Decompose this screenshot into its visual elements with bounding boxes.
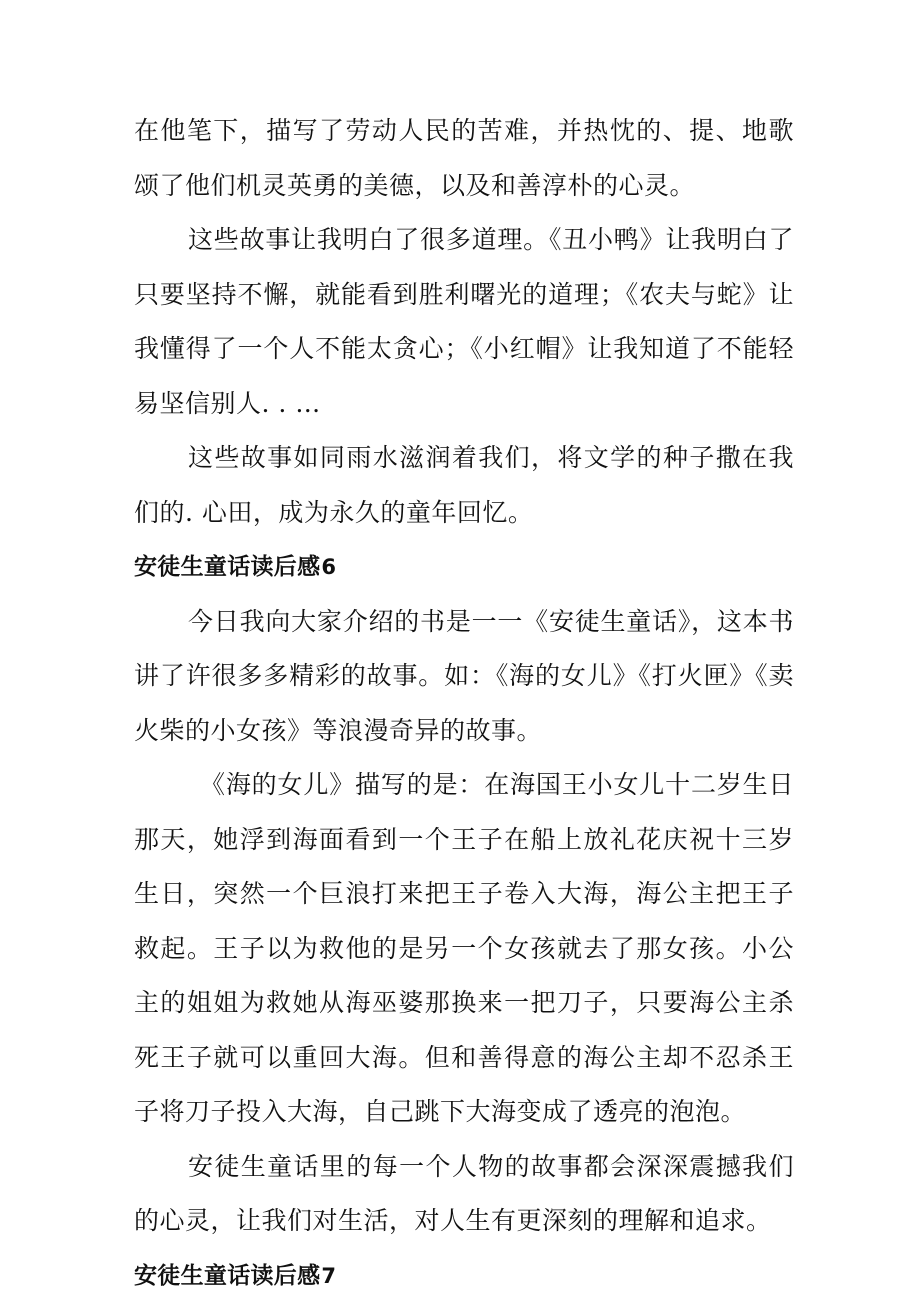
paragraph-little-mermaid: 《海的女儿》描写的是：在海国王小女儿十二岁生日那天，她浮到海面看到一个王子在船上放礼花庆祝十三岁生日，突然一个巨浪打来把王子卷入大海，海公主把王子救起。王子以为救他的是另一个女孩就去了那女孩。小公主的姐姐为救她从海巫婆那换来一把刀子，只要海公主杀死王子就可以重回大海。但和善得意的海公主却不忍杀王子将刀子投入大海，自己跳下大海变成了透亮的泡泡。 [134, 758, 794, 1140]
section-heading-6-number: 6 [321, 555, 336, 579]
section-heading-7 [134, 1249, 794, 1303]
section-heading-6 [134, 540, 794, 595]
section-heading-7-text: 安徒生童话读后感 [134, 1262, 320, 1289]
paragraph-introduction: 今日我向大家介绍的书是一一《安徒生童话》，这本书讲了许很多多精彩的故事。如：《海的女儿》《打火匣》《卖火柴的小女孩》等浪漫奇异的故事。 [134, 595, 794, 759]
paragraph-memories: 这些故事如同雨水滋润着我们，将文学的种子撒在我们的. 心田，成为永久的童年回忆。 [134, 431, 794, 540]
document-body [134, 104, 794, 1303]
section-heading-7-number: 7 [321, 1264, 336, 1288]
section-heading-6-text: 安徒生童话读后感 [134, 553, 320, 580]
paragraph-lessons: 这些故事让我明白了很多道理。《丑小鸭》让我明白了只要坚持不懈，就能看到胜利曙光的道理；《农夫与蛇》让我懂得了一个人不能太贪心；《小红帽》让我知道了不能轻易坚信别人. . … [134, 213, 794, 431]
paragraph-conclusion: 安徒生童话里的每一个人物的故事都会深深震撼我们的心灵，让我们对生活，对人生有更深刻的理解和追求。 [134, 1140, 794, 1249]
paragraph-continuation: 在他笔下，描写了劳动人民的苦难，并热忱的、提、地歌颂了他们机灵英勇的美德，以及和善淳朴的心灵。 [134, 104, 794, 213]
